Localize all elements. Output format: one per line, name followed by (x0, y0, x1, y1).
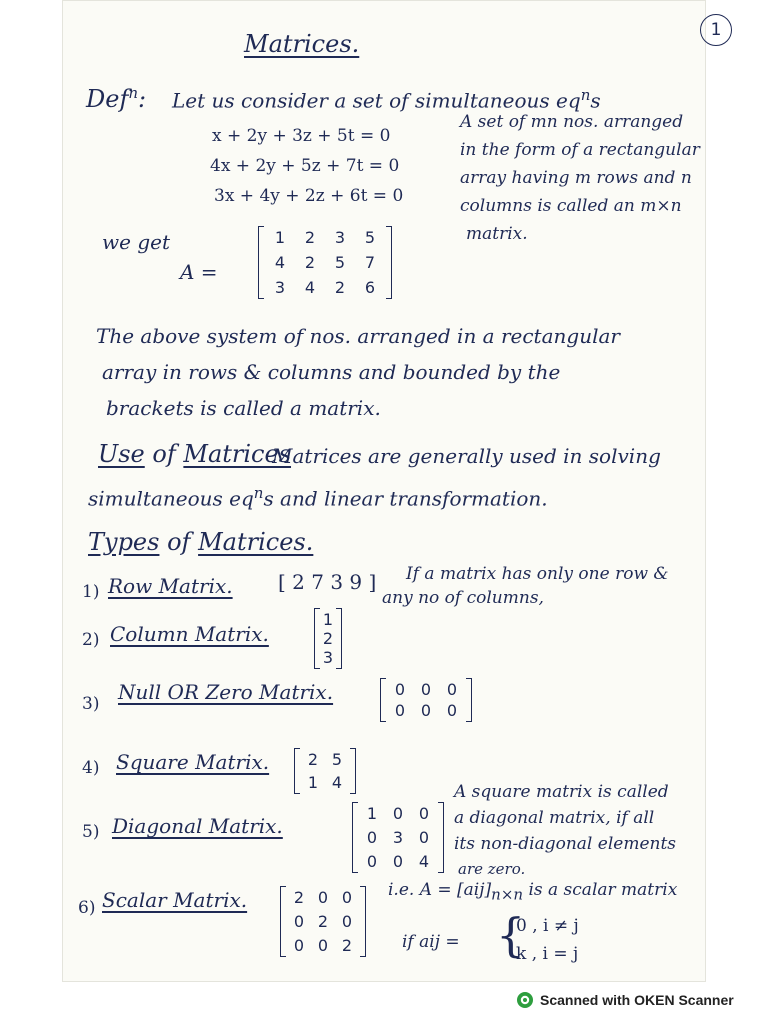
type-3-name: Null OR Zero Matrix. (118, 680, 334, 704)
column-matrix-cell: 2 (322, 629, 334, 648)
null-matrix-cell: 0 (446, 680, 458, 699)
type-3-number: 3) (82, 694, 100, 714)
scalar-matrix-cell: 0 (317, 888, 329, 907)
page-number: 1 (710, 20, 722, 40)
scalar-matrix-cell: 2 (341, 936, 353, 955)
square-matrix-cell: 1 (307, 773, 319, 792)
type-2-number: 2) (82, 630, 100, 650)
use-text-line-1: Matrices are generally used in solving (272, 444, 661, 468)
column-matrix (314, 608, 342, 669)
matrix-a-cell: 5 (334, 253, 346, 272)
diagonal-note-1: A square matrix is called (454, 782, 669, 802)
matrix-a (258, 226, 392, 299)
definition-lead: Let us consider a set of simultaneous $eq^ns$ (172, 86, 601, 113)
scanner-watermark-text: Scanned with OKEN Scanner (540, 992, 734, 1008)
cases-brace: { (496, 908, 526, 962)
diagonal-matrix-cell: 0 (366, 852, 378, 871)
scalar-note-line-1: i.e. $A = [aij]_{n\times n}$ is a scalar matrix (388, 880, 678, 904)
matrix-a-cell: 2 (304, 253, 316, 272)
diagonal-matrix-cell: 3 (392, 828, 404, 847)
scanner-watermark (516, 989, 734, 1011)
type-2-name: Column Matrix. (110, 622, 269, 646)
oken-scanner-logo-icon (516, 991, 534, 1009)
scalar-matrix-cell: 0 (293, 936, 305, 955)
equation-2: 4x + 2y + 5z + 7t = 0 (210, 156, 400, 176)
type-4-number: 4) (82, 758, 100, 778)
equation-1: x + 2y + 3z + 5t = 0 (212, 126, 391, 146)
side-note-line-4: columns is called an m×n (460, 196, 682, 216)
diagonal-matrix-cell: 0 (392, 852, 404, 871)
matrix-a-cell: 4 (274, 253, 286, 272)
diagonal-matrix-cell: 0 (392, 804, 404, 823)
matrix-a-cell: 5 (364, 228, 376, 247)
row-matrix-note-2: any no of columns, (382, 588, 544, 608)
square-matrix-cell: 2 (307, 750, 319, 769)
square-matrix-cell: 5 (331, 750, 343, 769)
side-note-line-3: array having m rows and n (460, 168, 692, 188)
scalar-matrix-cell: 0 (341, 888, 353, 907)
matrix-a-cell: 4 (304, 278, 316, 297)
scalar-if-text: if aij = (402, 932, 460, 952)
type-5-name: Diagonal Matrix. (112, 814, 283, 838)
side-note-line-1: A set of mn nos. arranged (460, 112, 684, 132)
case-2: k , i = j (516, 944, 579, 964)
side-note-line-2: in the form of a rectangular (460, 140, 700, 160)
diagonal-matrix-cell: 1 (366, 804, 378, 823)
square-matrix (294, 748, 356, 794)
diagonal-matrix (352, 802, 444, 873)
side-note-line-5: matrix. (466, 224, 528, 244)
column-matrix-cell: 3 (322, 648, 334, 667)
type-1-name: Row Matrix. (108, 574, 233, 598)
type-6-number: 6) (78, 898, 96, 918)
type-1-number: 1) (82, 582, 100, 602)
null-matrix-cell: 0 (394, 701, 406, 720)
diagonal-matrix-cell: 0 (366, 828, 378, 847)
use-heading: Use of Matrices (98, 440, 292, 468)
matrix-a-cell: 3 (274, 278, 286, 297)
diagonal-matrix-cell: 4 (418, 852, 430, 871)
notebook-page (62, 0, 722, 982)
scalar-matrix-cell: 0 (341, 912, 353, 931)
matrix-a-cell: 7 (364, 253, 376, 272)
type-5-number: 5) (82, 822, 100, 842)
description-line-1: The above system of nos. arranged in a rectangular (96, 324, 620, 348)
we-get-label: we get (102, 230, 170, 254)
types-heading: Types of Matrices. (88, 528, 314, 556)
null-matrix-cell: 0 (446, 701, 458, 720)
null-matrix (380, 678, 472, 722)
scalar-matrix-cell: 2 (317, 912, 329, 931)
matrix-a-cell: 3 (334, 228, 346, 247)
type-6-name: Scalar Matrix. (102, 888, 248, 912)
description-line-2: array in rows & columns and bounded by the (102, 360, 561, 384)
scalar-matrix (280, 886, 366, 957)
equation-3: 3x + 4y + 2z + 6t = 0 (214, 186, 404, 206)
row-matrix-inline: [ 2 7 3 9 ] (278, 570, 377, 594)
diagonal-note-4: are zero. (458, 860, 526, 878)
matrix-a-cell: 2 (334, 278, 346, 297)
diagonal-note-2: a diagonal matrix, if all (454, 808, 655, 828)
square-matrix-cell: 4 (331, 773, 343, 792)
scalar-matrix-cell: 0 (317, 936, 329, 955)
case-1: 0 , i ≠ j (516, 916, 579, 936)
column-matrix-cell: 1 (322, 610, 334, 629)
diagonal-matrix-cell: 0 (418, 804, 430, 823)
matrix-a-name: A = (180, 260, 218, 284)
diagonal-note-3: its non-diagonal elements (454, 834, 677, 854)
matrix-a-cell: 2 (304, 228, 316, 247)
page-title: Matrices. (244, 30, 360, 58)
matrix-a-cell: 1 (274, 228, 286, 247)
definition-label: Def$^n$: (86, 84, 147, 113)
row-matrix-note-1: If a matrix has only one row & (406, 564, 669, 584)
scalar-matrix-cell: 2 (293, 888, 305, 907)
matrix-a-cell: 6 (364, 278, 376, 297)
description-line-3: brackets is called a matrix. (106, 396, 381, 420)
use-text-line-2: simultaneous $eq^ns$ and linear transformation. (88, 484, 548, 511)
null-matrix-cell: 0 (420, 701, 432, 720)
scalar-matrix-cell: 0 (293, 912, 305, 931)
null-matrix-cell: 0 (394, 680, 406, 699)
type-4-name: Square Matrix. (116, 750, 270, 774)
null-matrix-cell: 0 (420, 680, 432, 699)
diagonal-matrix-cell: 0 (418, 828, 430, 847)
page-number-circle (700, 14, 732, 46)
